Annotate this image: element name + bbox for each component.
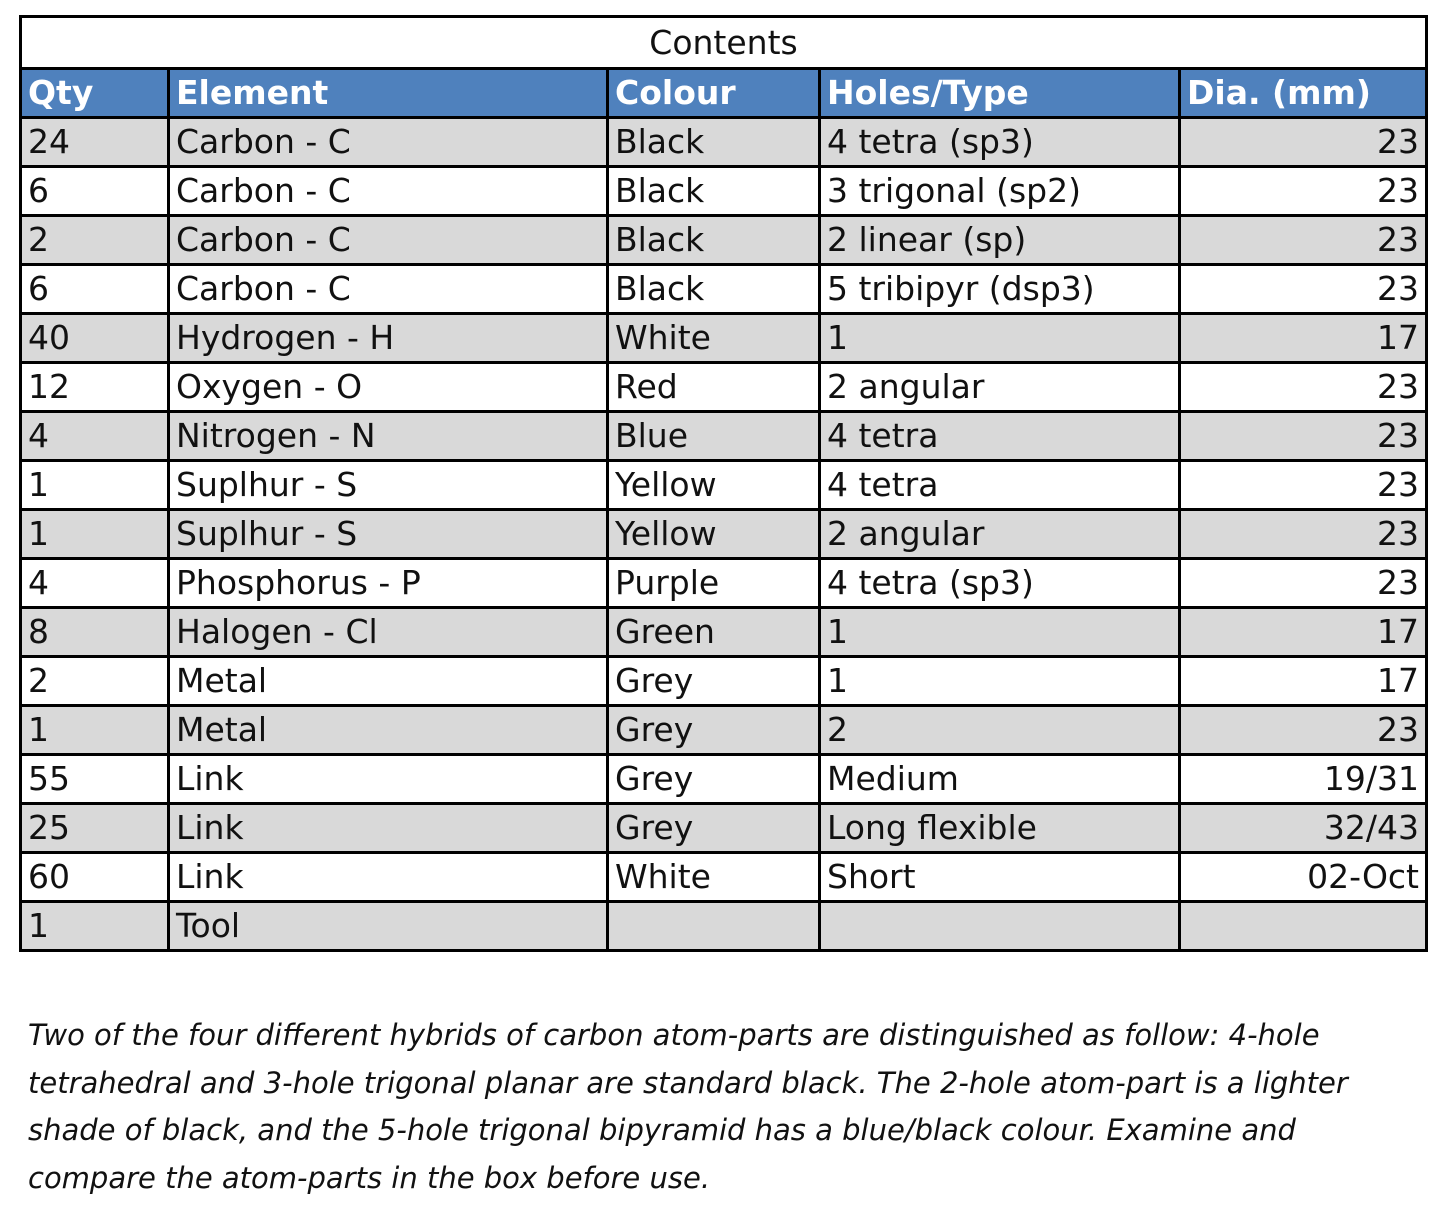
cell-element: Carbon - C	[169, 216, 608, 265]
cell-colour: White	[608, 853, 820, 902]
cell-diameter: 23	[1180, 363, 1427, 412]
table-row	[21, 902, 1427, 951]
cell-colour: Yellow	[608, 510, 820, 559]
footnote: Two of the four different hybrids of carbon atom-parts are distinguished as follow: 4-hole tetrahedral and 3-hole trigonal planar are standard black. The 2-hole atom-part is a lighter shade of black, and the 5-hole trigonal bipyramid has a blue/black colour. Examine and compare the atom-parts in the box before use.	[28, 1018, 1348, 1195]
table-title: Contents	[21, 17, 1427, 69]
cell-qty: 12	[21, 363, 169, 412]
table-row	[21, 216, 1427, 265]
header-colour: Colour	[608, 69, 820, 118]
cell-element: Suplhur - S	[169, 510, 608, 559]
cell-qty: 60	[21, 853, 169, 902]
cell-colour: Black	[608, 216, 820, 265]
cell-qty: 6	[21, 265, 169, 314]
cell-diameter: 23	[1180, 216, 1427, 265]
cell-holes-type: 2 angular	[820, 510, 1180, 559]
cell-qty: 1	[21, 706, 169, 755]
header-diameter: Dia. (mm)	[1180, 69, 1427, 118]
table-header-row	[21, 69, 1427, 118]
cell-element: Link	[169, 804, 608, 853]
cell-holes-type: 5 tribipyr (dsp3)	[820, 265, 1180, 314]
cell-colour: Grey	[608, 804, 820, 853]
cell-colour: Purple	[608, 559, 820, 608]
cell-diameter: 17	[1180, 608, 1427, 657]
table-row	[21, 755, 1427, 804]
table-row	[21, 412, 1427, 461]
cell-diameter	[1180, 902, 1427, 951]
cell-holes-type: 2	[820, 706, 1180, 755]
cell-element: Oxygen - O	[169, 363, 608, 412]
cell-diameter: 23	[1180, 118, 1427, 167]
header-holes-type: Holes/Type	[820, 69, 1180, 118]
cell-colour: Red	[608, 363, 820, 412]
table-row	[21, 804, 1427, 853]
cell-colour: Grey	[608, 755, 820, 804]
cell-qty: 55	[21, 755, 169, 804]
cell-qty: 24	[21, 118, 169, 167]
cell-colour: Black	[608, 167, 820, 216]
table-row	[21, 314, 1427, 363]
cell-diameter: 17	[1180, 657, 1427, 706]
cell-element: Link	[169, 853, 608, 902]
table-row	[21, 706, 1427, 755]
cell-element: Carbon - C	[169, 265, 608, 314]
cell-diameter: 23	[1180, 265, 1427, 314]
cell-colour	[608, 902, 820, 951]
cell-diameter: 23	[1180, 559, 1427, 608]
cell-holes-type: 1	[820, 314, 1180, 363]
table-row	[21, 657, 1427, 706]
cell-holes-type	[820, 902, 1180, 951]
cell-qty: 4	[21, 412, 169, 461]
cell-holes-type: 4 tetra (sp3)	[820, 559, 1180, 608]
cell-qty: 4	[21, 559, 169, 608]
cell-colour: White	[608, 314, 820, 363]
cell-colour: Yellow	[608, 461, 820, 510]
cell-qty: 25	[21, 804, 169, 853]
cell-diameter: 19/31	[1180, 755, 1427, 804]
cell-colour: Grey	[608, 657, 820, 706]
table-title-row	[21, 17, 1427, 69]
table-row	[21, 167, 1427, 216]
cell-holes-type: 4 tetra (sp3)	[820, 118, 1180, 167]
cell-element: Carbon - C	[169, 118, 608, 167]
cell-holes-type: Medium	[820, 755, 1180, 804]
cell-element: Suplhur - S	[169, 461, 608, 510]
cell-diameter: 23	[1180, 167, 1427, 216]
cell-element: Halogen - Cl	[169, 608, 608, 657]
cell-qty: 1	[21, 461, 169, 510]
cell-colour: Grey	[608, 706, 820, 755]
cell-holes-type: 1	[820, 608, 1180, 657]
cell-holes-type: Long flexible	[820, 804, 1180, 853]
cell-holes-type: 4 tetra	[820, 461, 1180, 510]
cell-element: Metal	[169, 706, 608, 755]
table-body	[21, 118, 1427, 951]
cell-qty: 6	[21, 167, 169, 216]
table-row	[21, 363, 1427, 412]
cell-element: Tool	[169, 902, 608, 951]
cell-diameter: 32/43	[1180, 804, 1427, 853]
cell-diameter: 02-Oct	[1180, 853, 1427, 902]
cell-holes-type: 4 tetra	[820, 412, 1180, 461]
cell-holes-type: 2 linear (sp)	[820, 216, 1180, 265]
cell-qty: 2	[21, 657, 169, 706]
cell-qty: 2	[21, 216, 169, 265]
table-row	[21, 265, 1427, 314]
cell-diameter: 23	[1180, 461, 1427, 510]
cell-colour: Black	[608, 265, 820, 314]
cell-qty: 1	[21, 902, 169, 951]
cell-qty: 40	[21, 314, 169, 363]
header-qty: Qty	[21, 69, 169, 118]
table-row	[21, 608, 1427, 657]
cell-element: Phosphorus - P	[169, 559, 608, 608]
cell-element: Hydrogen - H	[169, 314, 608, 363]
cell-colour: Black	[608, 118, 820, 167]
cell-qty: 8	[21, 608, 169, 657]
header-element: Element	[169, 69, 608, 118]
cell-diameter: 23	[1180, 412, 1427, 461]
cell-holes-type: 2 angular	[820, 363, 1180, 412]
cell-element: Nitrogen - N	[169, 412, 608, 461]
cell-diameter: 23	[1180, 510, 1427, 559]
table-row	[21, 853, 1427, 902]
contents-table	[19, 15, 1428, 952]
table-row	[21, 118, 1427, 167]
table-row	[21, 461, 1427, 510]
table-row	[21, 559, 1427, 608]
table-row	[21, 510, 1427, 559]
cell-colour: Green	[608, 608, 820, 657]
cell-holes-type: 3 trigonal (sp2)	[820, 167, 1180, 216]
cell-qty: 1	[21, 510, 169, 559]
cell-element: Carbon - C	[169, 167, 608, 216]
cell-colour: Blue	[608, 412, 820, 461]
cell-element: Metal	[169, 657, 608, 706]
cell-holes-type: Short	[820, 853, 1180, 902]
cell-holes-type: 1	[820, 657, 1180, 706]
cell-element: Link	[169, 755, 608, 804]
cell-diameter: 23	[1180, 706, 1427, 755]
cell-diameter: 17	[1180, 314, 1427, 363]
